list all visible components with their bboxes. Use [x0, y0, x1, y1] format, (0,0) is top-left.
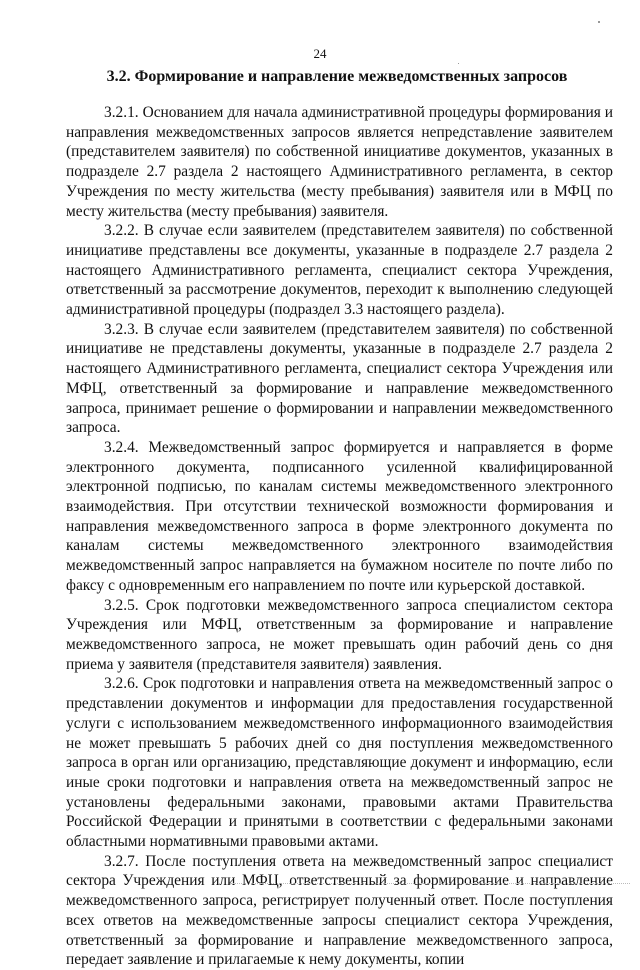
- paragraph-3-2-3: 3.2.3. В случае если заявителем (представителем заявителя) по собственной инициативе не представлены документы, указанные в подразделе 2.7 раздела 2 настоящего Административного регламента, специалист сектора Учреждения или МФЦ, ответственный за формирование и направление межведомственного запроса, принимает решение о формировании и направлении межведомственного запроса.: [66, 320, 613, 437]
- section-heading: 3.2. Формирование и направление межведомственных запросов: [106, 68, 568, 85]
- paragraph-3-2-4: 3.2.4. Межведомственный запрос формируется и направляется в форме электронного документа, подписанного усиленной квалифицированной электронной подписью, по каналам системы межведомственного электронного взаимодействия. При отсутствии технической возможности формирования и направления межведомственного запроса в форме электронного документа по каналам системы межведомственного электронного взаимодействия межведомственный запрос направляется на бумажном носителе по почте либо по факсу с одновременным его направлением по почте или курьерской доставкой.: [66, 438, 613, 594]
- paragraph-3-2-5: 3.2.5. Срок подготовки межведомственного запроса специалистом сектора Учреждения или МФЦ, ответственным за формирование и направление межведомственного запроса, не может превышать один рабочий день со дня приема у заявителя (представителя заявителя) заявления.: [66, 596, 613, 673]
- scan-speck: [598, 21, 600, 23]
- scan-speck: [458, 63, 459, 64]
- scan-edge-line: [230, 883, 630, 884]
- paragraph-3-2-7: 3.2.7. После поступления ответа на межведомственный запрос специалист сектора Учреждения или МФЦ, ответственный за формирование и направление межведомственного запроса, регистрирует полученный ответ. После поступления всех ответов на межведомственные запросы специалист сектора Учреждения, ответственный за формирование и направление межведомственного запроса, передает заявление и прилагаемые к нему документы, копии: [66, 852, 613, 969]
- paragraph-3-2-6: 3.2.6. Срок подготовки и направления ответа на межведомственный запрос о представлении документов и информации для предоставления государственной услуги с использованием межведомственного информационного взаимодействия не может превышать 5 рабочих дней со дня поступления межведомственного запроса в орган или организацию, представляющие документ и информацию, если иные сроки подготовки и направления ответа на межведомственный запрос не установлены федеральными законами, правовыми актами Правительства Российской Федерации и принятыми в соответствии с федеральными законами областными нормативными правовыми актами.: [66, 675, 613, 851]
- page-number: 24: [313, 46, 327, 61]
- document-body: [66, 103, 613, 970]
- paragraph-3-2-1: 3.2.1. Основанием для начала административной процедуры формирования и направления межведомственных запросов является непредставление заявителем (представителем заявителя) по собственной инициативе документов, указанных в подразделе 2.7 раздела 2 настоящего Административного регламента, в сектор Учреждения по месту жительства (месту пребывания) заявителя или в МФЦ по месту жительства (месту пребывания) заявителя.: [66, 104, 613, 220]
- paragraph-3-2-2: 3.2.2. В случае если заявителем (представителем заявителя) по собственной инициативе представлены все документы, указанные в подразделе 2.7 раздела 2 настоящего Административного регламента, специалист сектора Учреждения, ответственный за рассмотрение документов, переходит к выполнению следующей административной процедуры (подраздел 3.3 настоящего раздела).: [66, 222, 613, 319]
